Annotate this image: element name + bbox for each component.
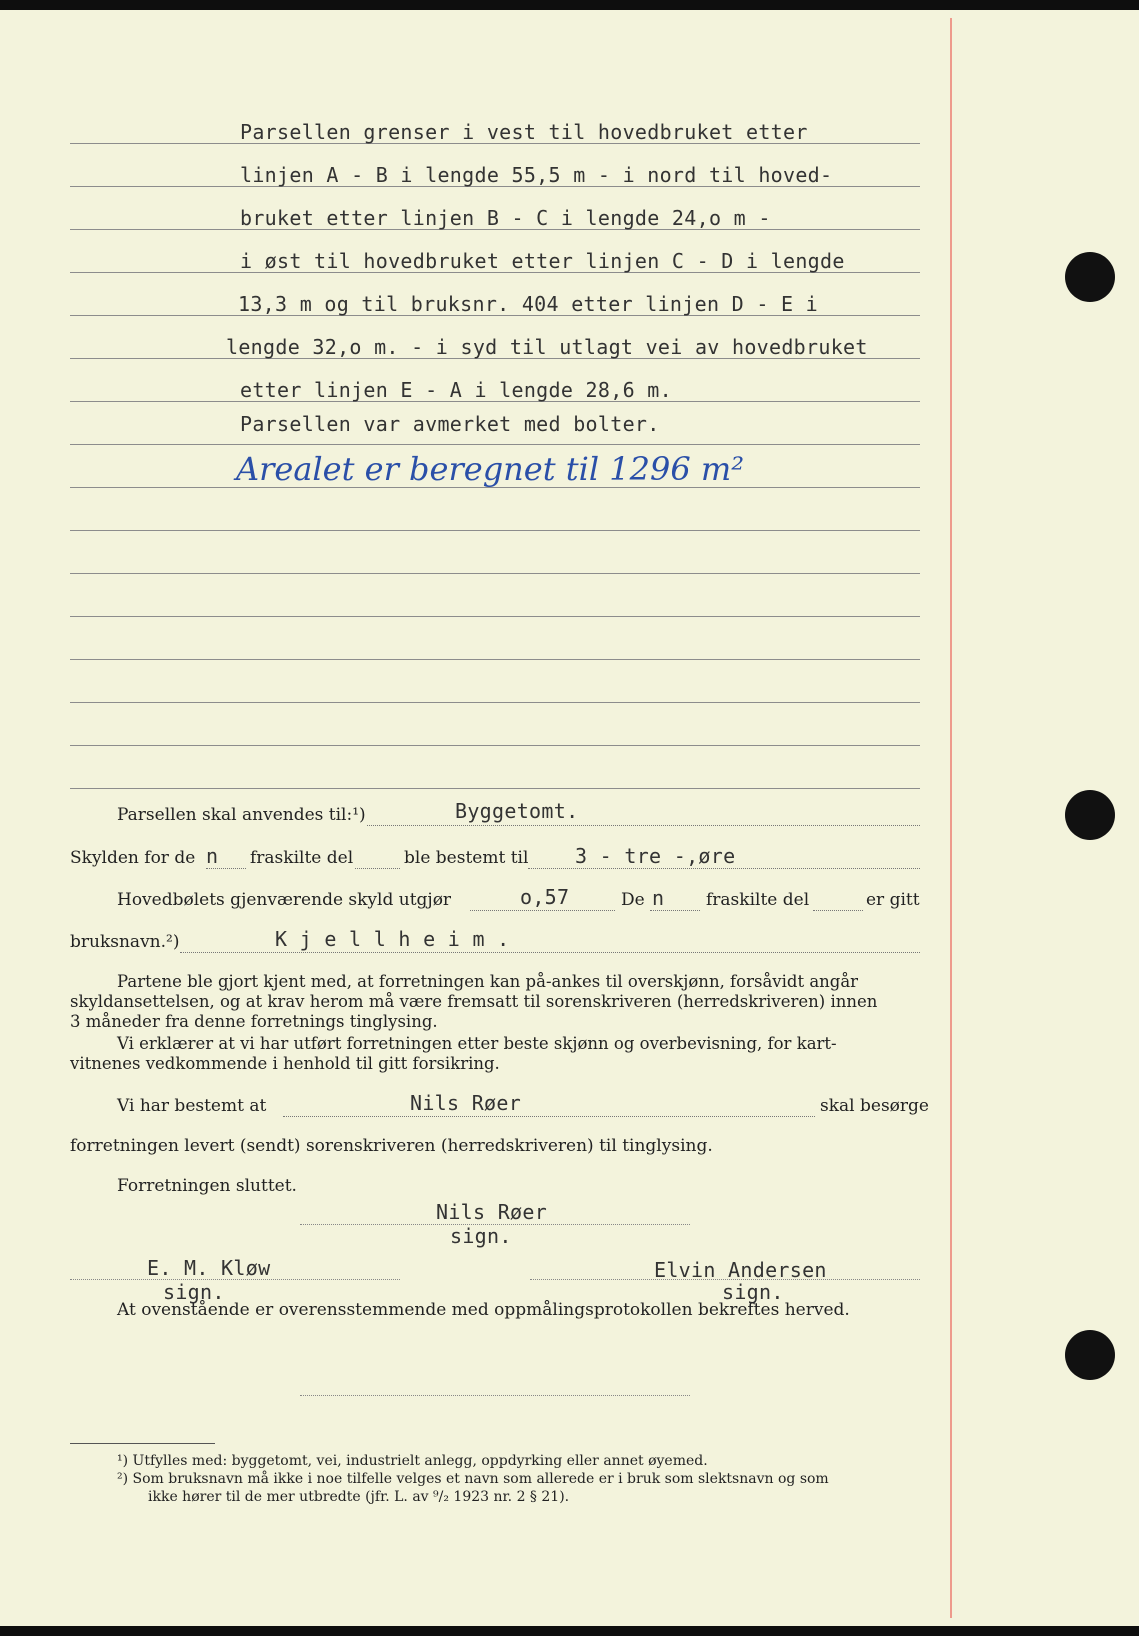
typed-line-5: 13,3 m og til bruksnr. 404 etter linjen D - E i <box>238 292 819 316</box>
skyld-label-1: Skylden for de <box>70 848 196 868</box>
de-label: De <box>621 890 645 910</box>
hoved-value: o,57 <box>520 885 570 909</box>
bestemt-line2: forretningen levert (sendt) sorenskriveren (herredskriveren) til tinglysing. <box>70 1136 713 1156</box>
skyld-dotline-1 <box>206 867 246 869</box>
bruksnavn-dotline <box>180 951 920 953</box>
punch-hole-bottom <box>1065 1330 1115 1380</box>
ruled-line <box>70 444 920 445</box>
closing-text: Forretningen sluttet. <box>117 1176 297 1196</box>
anvendes-dotline <box>367 824 920 826</box>
left-signature-name: E. M. Kløw <box>147 1256 271 1280</box>
punch-hole-top <box>1065 252 1115 302</box>
certification-text: At ovenstående er overensstemmende med oppmålingsprotokollen bekreftes herved. <box>117 1300 850 1320</box>
skyld-label-3: ble bestemt til <box>404 848 529 868</box>
skyld-label-2: fraskilte del <box>250 848 354 868</box>
footnote-1: ¹) Utfylles med: byggetomt, vei, industrielt anlegg, oppdyrking eller annet øyemed. <box>117 1453 708 1469</box>
bestemt-dotline <box>283 1115 815 1117</box>
paragraph-line-3: 3 måneder fra denne forretnings tinglysing. <box>70 1012 438 1031</box>
right-signature-name: Elvin Andersen <box>654 1258 827 1282</box>
ruled-line <box>70 616 920 617</box>
right-signature-sign: sign. <box>722 1280 784 1304</box>
ruled-line <box>70 788 920 789</box>
skyld-n: n <box>206 844 219 868</box>
typed-line-6: lengde 32,o m. - i syd til utlagt vei av hovedbruket <box>226 335 868 359</box>
de-dotline <box>650 909 700 911</box>
left-signature-line <box>70 1278 400 1280</box>
fraskilte-label: fraskilte del <box>706 890 810 910</box>
ruled-line <box>70 659 920 660</box>
typed-line-7: etter linjen E - A i lengde 28,6 m. <box>240 378 672 402</box>
ruled-line <box>70 573 920 574</box>
hoved-dotline <box>470 909 615 911</box>
gitt-label: er gitt <box>866 890 920 910</box>
left-signature-sign: sign. <box>163 1280 225 1304</box>
paragraph-line-1: Partene ble gjort kjent med, at forretningen kan på-ankes til overskjønn, forsåvidt angår <box>117 972 859 991</box>
skyld-value: 3 - tre -,øre <box>575 844 736 868</box>
anvendes-value: Byggetomt. <box>455 799 579 823</box>
handwritten-area-note: Arealet er beregnet til 1296 m² <box>236 450 745 488</box>
bruksnavn-value: K j e l l h e i m . <box>275 927 510 951</box>
typed-line-8: Parsellen var avmerket med bolter. <box>240 412 660 436</box>
hoved-label: Hovedbølets gjenværende skyld utgjør <box>117 890 452 910</box>
bestemt-label: Vi har bestemt at <box>117 1096 267 1116</box>
footnote-2: ²) Som bruksnavn må ikke i noe tilfelle velges et navn som allerede er i bruk som slektsnavn og som <box>117 1471 829 1487</box>
typed-line-2: linjen A - B i lengde 55,5 m - i nord til hoved- <box>240 163 833 187</box>
ruled-line <box>70 530 920 531</box>
typed-line-4: i øst til hovedbruket etter linjen C - D i lengde <box>240 249 845 273</box>
paragraph-line-2: skyldansettelsen, og at krav herom må være fremsatt til sorenskriveren (herredskriveren) innen <box>70 992 878 1011</box>
typed-line-3: bruket etter linjen B - C i lengde 24,o m - <box>240 206 771 230</box>
paragraph-line-4: Vi erklærer at vi har utført forretningen etter beste skjønn og overbevisning, for kart- <box>117 1034 837 1053</box>
center-signature-name: Nils Røer <box>436 1200 548 1224</box>
skyld-dotline-2 <box>355 867 400 869</box>
ruled-line <box>70 745 920 746</box>
document-page <box>0 10 1139 1626</box>
typed-line-1: Parsellen grenser i vest til hovedbruket etter <box>240 120 808 144</box>
fraskilte-dotline <box>813 909 863 911</box>
footnote-rule <box>70 1443 215 1444</box>
anvendes-label: Parsellen skal anvendes til:¹) <box>117 805 366 825</box>
bestemt-value: Nils Røer <box>410 1091 522 1115</box>
de-n: n <box>652 886 665 910</box>
center-signature-sign: sign. <box>450 1224 512 1248</box>
ruled-line <box>70 702 920 703</box>
bestemt-suffix: skal besørge <box>820 1096 929 1116</box>
certification-signature-line <box>300 1394 690 1396</box>
paragraph-line-5: vitnenes vedkommende i henhold til gitt forsikring. <box>70 1054 500 1073</box>
bruksnavn-label: bruksnavn.²) <box>70 932 180 952</box>
margin-line <box>950 18 952 1618</box>
footnote-2-cont: ikke hører til de mer utbredte (jfr. L. av ⁹/₂ 1923 nr. 2 § 21). <box>148 1489 570 1505</box>
punch-hole-middle <box>1065 790 1115 840</box>
